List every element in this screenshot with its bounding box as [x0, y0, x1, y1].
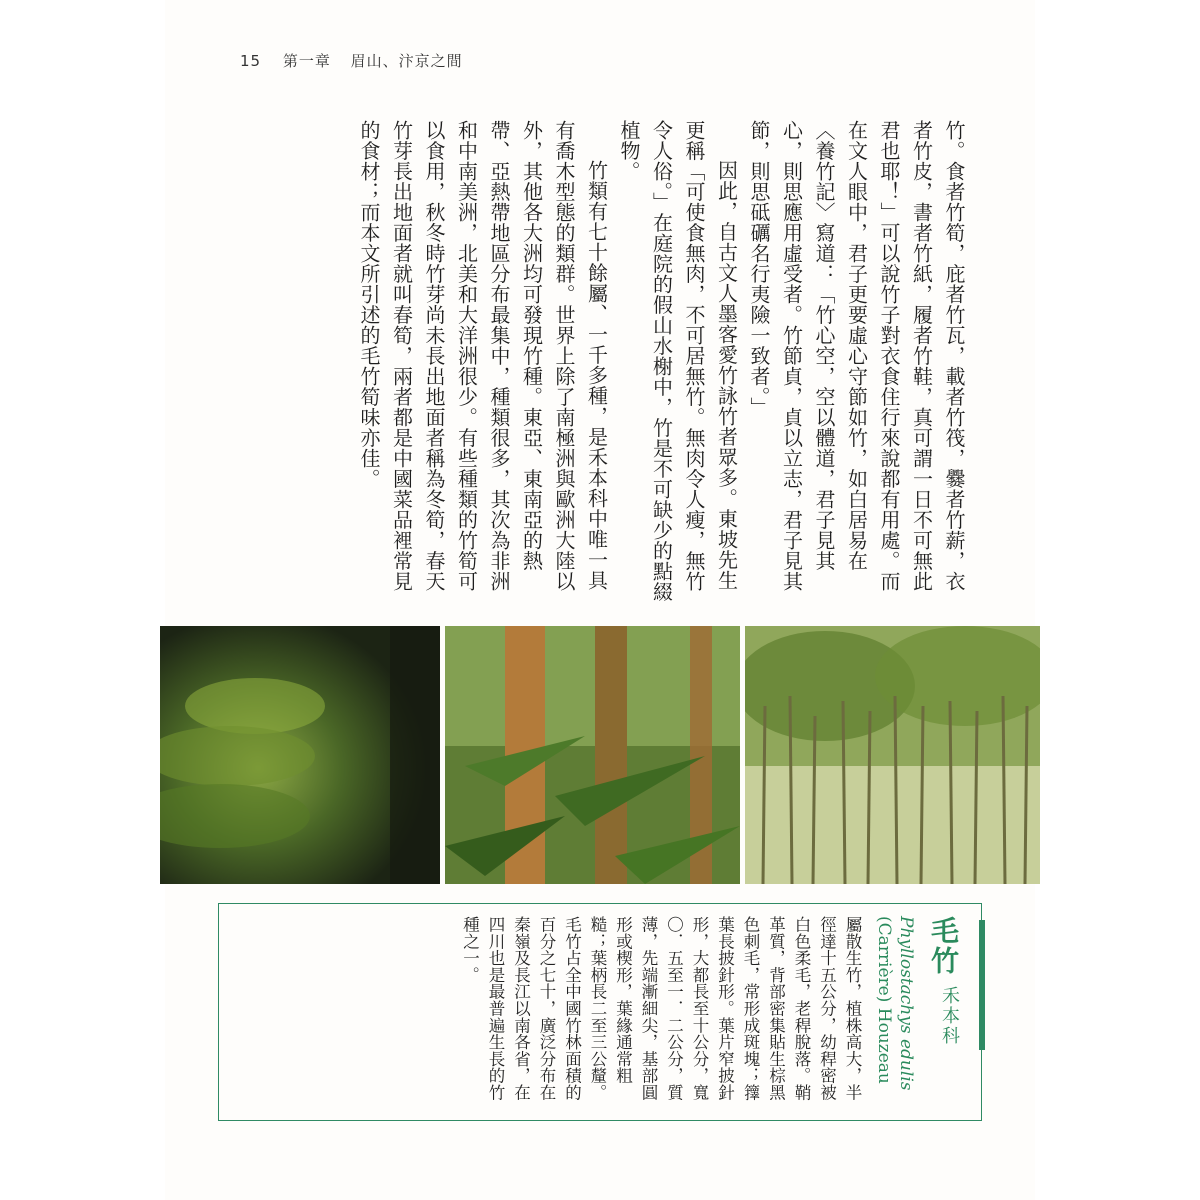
photo-strip: [160, 626, 1040, 884]
species-name: 毛竹: [927, 916, 960, 976]
species-description: 屬散生竹，植株高大，半徑達十五公分，幼稈密被白色柔毛，老稈脫落。鞘革質，背部密集貼生棕黑色刺毛，常形成斑塊；籜葉長披針形。葉片窄披針形，大都長至十公分，寬〇．五至一．二公分，質薄，先端漸細尖，基部圓形或楔形，葉緣通常粗糙；葉柄長二至三公釐。毛竹占全中國竹林面積的百分之七十，廣泛分布在秦嶺及長江以南各省，在四川也是最普遍生長的竹種之一。: [460, 916, 862, 1101]
latin-author: (Carrière) Houzeau: [874, 916, 894, 1084]
bamboo-grove-photo: [745, 626, 1040, 884]
paragraph: 竹。食者竹筍，庇者竹瓦，載者竹筏，爨者竹薪，衣者竹皮，書者竹紙，履者竹鞋，真可謂一日不可無此君也耶！」可以說竹子對衣食住行來說都有用處。而在文人眼中，君子更要虛心守節如竹，如白居易在〈養竹記〉寫道：「竹心空，空以體道，君子見其心，則思應用虛受者。竹節貞，貞以立志，君子見其節，則思砥礪名行夷險一致者。」: [747, 120, 966, 592]
paragraph: 竹類有七十餘屬、一千多種，是禾本科中唯一具有喬木型態的類群。世界上除了南極洲與歐洲大陸以外，其他各大洲均可發現竹種。東亞、東南亞的熱帶、亞熱帶地區分布最集中，種類很多，其次為非洲和中南美洲，北美和大洋洲很少。有些種類的竹筍可以食用，秋冬時竹芽尚未長出地面者稱為冬筍，春天竹芽長出地面者就叫春筍，兩者都是中國菜品裡常見的食材；而本文所引述的毛竹筍味亦佳。: [357, 120, 609, 592]
species-family: 禾本科: [939, 986, 960, 1046]
bamboo-foliage-photo: [160, 626, 440, 884]
page-number: 15: [240, 52, 262, 70]
chapter-label: 第一章: [282, 52, 331, 70]
latin-name: [873, 916, 917, 1112]
paragraph: 因此，自古文人墨客愛竹詠竹者眾多。東坡先生更稱「可使食無肉，不可居無竹。無肉令人瘦，無竹令人俗。」在庭院的假山水榭中，竹是不可缺少的點綴植物。: [617, 120, 739, 602]
infobox-accent-bar: [979, 920, 985, 1050]
species-title: [925, 916, 961, 1112]
chapter-title: 眉山、汴京之間: [350, 52, 463, 70]
latin-binomial: Phyllostachys edulis: [896, 916, 916, 1091]
bamboo-culm-photo: [445, 626, 740, 884]
species-infobox: [218, 903, 982, 1121]
running-head: [240, 50, 463, 71]
infobox-content: [241, 916, 961, 1112]
main-text: [280, 120, 970, 610]
